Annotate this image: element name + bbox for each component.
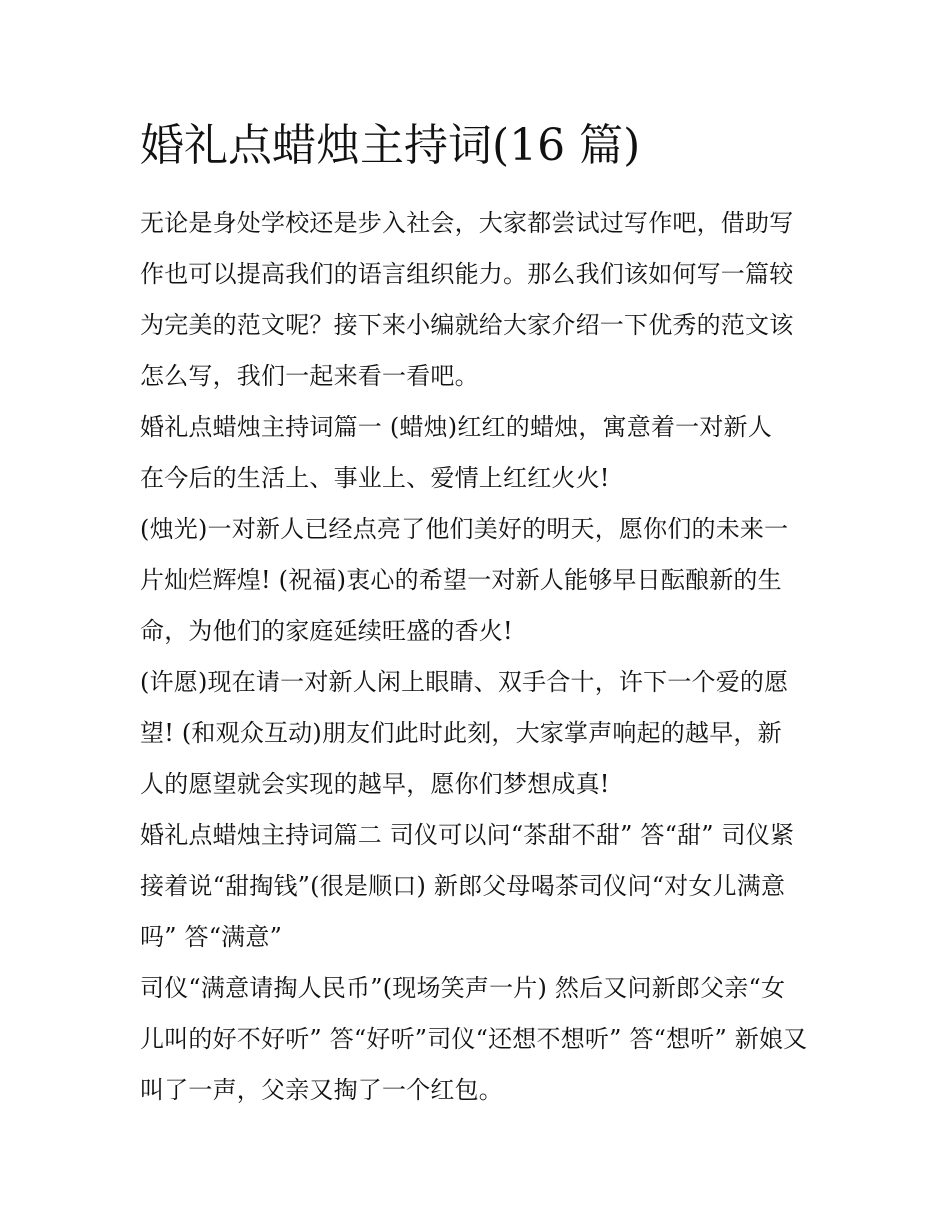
- text-line: 婚礼点蜡烛主持词篇一 (蜡烛)红红的蜡烛，寓意着一对新人: [140, 413, 772, 441]
- paragraph-red-envelope: [140, 963, 820, 1116]
- text-line: 儿叫的好不好听” 答“好听”司仪“还想不想听” 答“想听” 新娘又: [140, 1025, 808, 1053]
- text-line: 叫了一声，父亲又掏了一个红包。: [140, 1076, 503, 1104]
- text-line: 命，为他们的家庭延续旺盛的香火!: [140, 617, 513, 645]
- text-line: 为完美的范文呢？接下来小编就给大家介绍一下优秀的范文该: [140, 311, 794, 339]
- text-line: 作也可以提高我们的语言组织能力。那么我们该如何写一篇较: [140, 260, 794, 288]
- paragraph-candlelight: [140, 504, 820, 657]
- text-line: 望! (和观众互动)朋友们此时此刻，大家掌声响起的越早，新: [140, 719, 782, 747]
- text-line: 人的愿望就会实现的越早，愿你们梦想成真!: [140, 770, 610, 798]
- paragraph-section-two: [140, 810, 820, 963]
- document-body: [140, 198, 820, 1116]
- text-line: (烛光)一对新人已经点亮了他们美好的明天，愿你们的未来一: [140, 515, 789, 543]
- text-line: 吗” 答“满意”: [140, 923, 283, 951]
- text-line: 无论是身处学校还是步入社会，大家都尝试过写作吧，借助写: [140, 209, 794, 237]
- text-line: 片灿烂辉煌! (祝福)衷心的希望一对新人能够早日酝酿新的生: [140, 566, 782, 594]
- paragraph-intro: [140, 198, 820, 402]
- text-line: 在今后的生活上、事业上、爱情上红红火火!: [140, 464, 610, 492]
- text-line: 怎么写，我们一起来看一看吧。: [140, 362, 479, 390]
- paragraph-section-one: [140, 402, 820, 504]
- text-line: 接着说“甜掏钱”(很是顺口) 新郎父母喝茶司仪问“对女儿满意: [140, 872, 786, 900]
- text-line: 司仪“满意请掏人民币”(现场笑声一片) 然后又问新郎父亲“女: [140, 974, 786, 1002]
- paragraph-wish: [140, 657, 820, 810]
- document-title: 婚礼点蜡烛主持词(16 篇): [140, 120, 641, 171]
- text-line: (许愿)现在请一对新人闲上眼睛、双手合十，许下一个爱的愿: [140, 668, 789, 696]
- text-line: 婚礼点蜡烛主持词篇二 司仪可以问“茶甜不甜” 答“甜” 司仪紧: [140, 821, 795, 849]
